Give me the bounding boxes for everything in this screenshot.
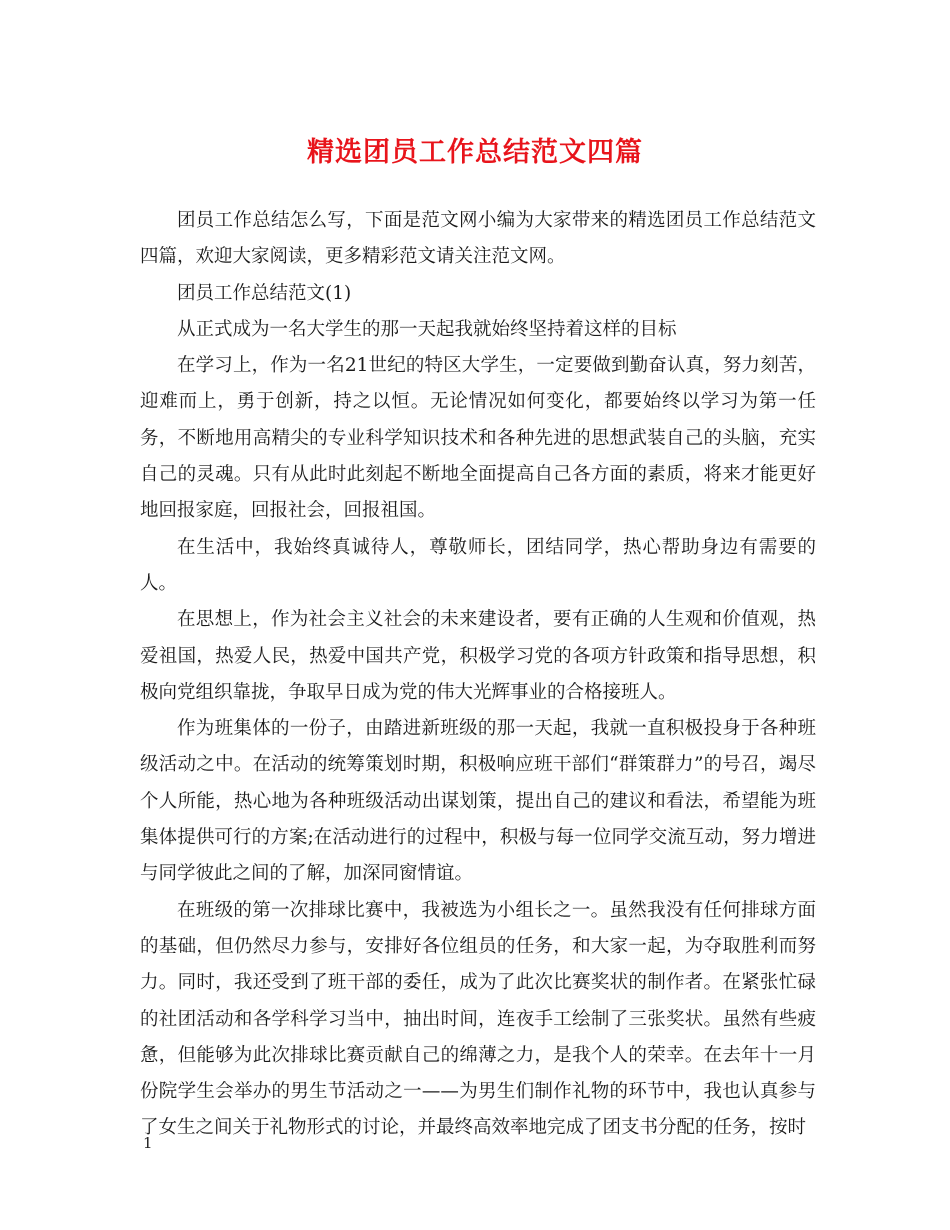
document-title: 精选团员工作总结范文四篇 xyxy=(307,137,643,168)
paragraph-study: 在学习上，作为一名21世纪的特区大学生，一定要做到勤奋认真，努力刻苦，迎难而上，勇于创新，持之以恒。无论情况如何变化，都要始终以学习为第一任务，不断地用高精尖的专业科学知识技术和各种先进的思想武装自己的头脑，充实自己的灵魂。只有从此时此刻起不断地全面提高自己各方面的素质，将来才能更好地回报家庭，回报社会，回报祖国。 xyxy=(140,355,816,522)
paragraph-thought: 在思想上，作为社会主义社会的未来建设者，要有正确的人生观和价值观，热爱祖国，热爱人民，热爱中国共产党，积极学习党的各项方针政策和指导思想，积极向党组织靠拢，争取早日成为党的伟大光辉事业的合格接班人。 xyxy=(140,609,816,703)
paragraph-intro: 团员工作总结怎么写，下面是范文网小编为大家带来的精选团员工作总结范文四篇，欢迎大家阅读，更多精彩范文请关注范文网。 xyxy=(140,210,816,268)
paragraph-volleyball: 在班级的第一次排球比赛中，我被选为小组长之一。虽然我没有任何排球方面的基础，但仍然尽力参与，安排好各位组员的任务，和大家一起，为夺取胜利而努力。同时，我还受到了班干部的委任，成为了此次比赛奖状的制作者。在紧张忙碌的社团活动和各学科学习当中，抽出时间，连夜手工绘制了三张奖状。虽然有些疲惫，但能够为此次排球比赛贡献自己的绵薄之力，是我个人的荣幸。在去年十一月份院学生会举办的男生节活动之一——为男生们制作礼物的环节中，我也认真参与了女生之间关于礼物形式的讨论，并最终高效率地完成了团支书分配的任务，按时 xyxy=(140,899,816,1139)
paragraph-class-member: 作为班集体的一份子，由踏进新班级的那一天起，我就一直积极投身于各种班级活动之中。在活动的统筹策划时期，积极响应班干部们“群策群力”的号召，竭尽个人所能，热心地为各种班级活动出谋划策，提出自己的建议和看法，希望能为班集体提供可行的方案;在活动进行的过程中，积极与每一位同学交流互动，努力增进与同学彼此之间的了解，加深同窗情谊。 xyxy=(140,718,816,885)
paragraph-section-heading: 团员工作总结范文(1) xyxy=(177,282,352,304)
paragraph-life: 在生活中，我始终真诚待人，尊敬师长，团结同学，热心帮助身边有需要的人。 xyxy=(140,536,816,594)
paragraph-goal: 从正式成为一名大学生的那一天起我就始终坚持着这样的目标 xyxy=(177,318,677,340)
document-body xyxy=(140,203,816,1147)
page-number: 1 xyxy=(143,1134,153,1152)
